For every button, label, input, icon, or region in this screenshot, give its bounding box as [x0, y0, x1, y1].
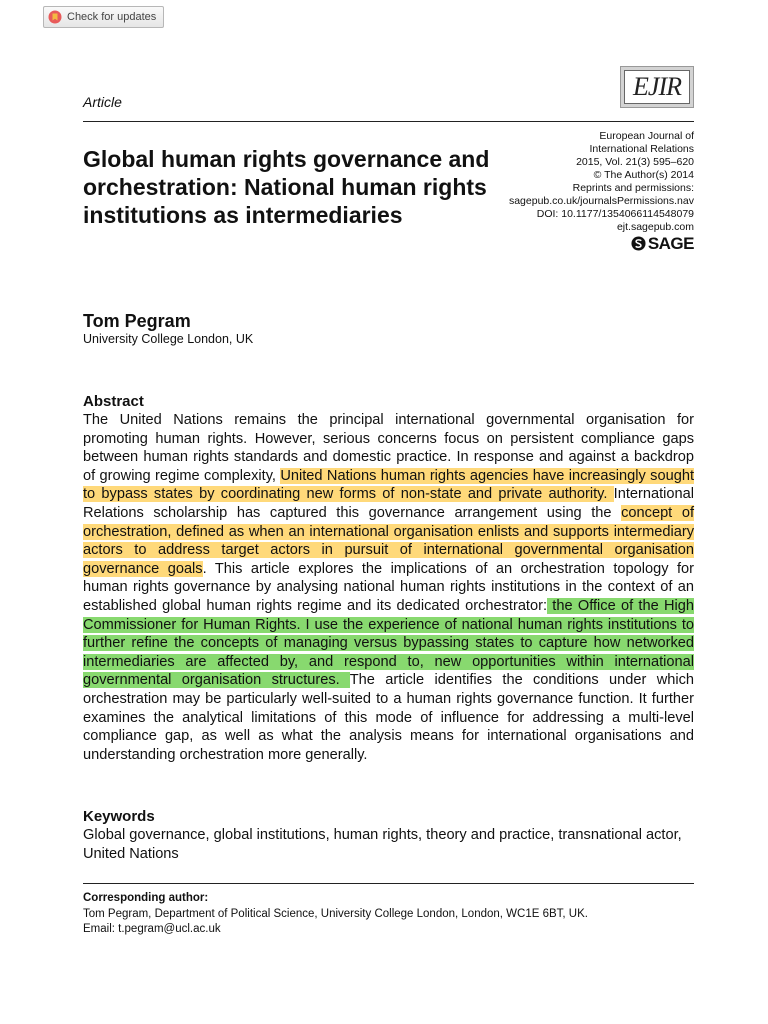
author-name: Tom Pegram — [83, 311, 191, 331]
sage-logo-icon — [631, 236, 646, 251]
journal-info-line: © The Author(s) 2014 — [593, 169, 694, 181]
journal-info-line: International Relations — [589, 143, 694, 155]
journal-info-line: European Journal of — [599, 130, 694, 142]
header-divider — [83, 121, 694, 122]
sage-logo — [464, 236, 694, 251]
journal-website-link[interactable]: ejt.sagepub.com — [616, 221, 694, 233]
article-title: Global human rights governance and orchestration: National human rights institutions as intermediaries — [83, 146, 490, 228]
abstract-heading: Abstract — [83, 393, 144, 410]
abstract-body — [83, 411, 694, 764]
journal-logo — [620, 66, 694, 108]
journal-info-line: Reprints and permissions: — [572, 182, 694, 194]
footer-divider — [83, 883, 694, 884]
journal-logo-text: EJIR — [624, 70, 690, 104]
highlight-yellow: United Nations human rights agencies have increasingly sought to bypass states by coordinating new forms of non-state and private authority. — [83, 467, 694, 503]
keywords-list: Global governance, global institutions, human rights, theory and practice, transnational actor, United Nations — [83, 827, 682, 862]
corresponding-author-address: Tom Pegram, Department of Political Science, University College London, London, WC1E 6BT, UK. — [83, 908, 588, 920]
highlight-green: the Office of the High Commissioner for Human Rights. I use the experience of national human rights institutions to further refine the concepts of managing versus bypassing states to capture how networked intermediaries are affected by, and respond to, new opportunities within international governmental organisation structures. — [83, 597, 694, 689]
abstract-text: The United Nations remains the principal international governmental organisation for promoting human rights. However, serious concerns focus on persistent compliance gaps between human rights standards and domestic practice. In response and against a backdrop of growing regime complexity, — [83, 412, 694, 484]
check-for-updates-label: Check for updates — [67, 11, 157, 23]
journal-info — [464, 130, 694, 251]
bookmark-icon — [48, 10, 62, 24]
author-affiliation: University College London, UK — [83, 332, 254, 346]
keywords-heading: Keywords — [83, 808, 155, 825]
corresponding-author-heading: Corresponding author: — [83, 892, 209, 904]
journal-info-line: 2015, Vol. 21(3) 595–620 — [576, 156, 694, 168]
doi-link[interactable]: DOI: 10.1177/1354066114548079 — [536, 208, 694, 220]
corresponding-author-email[interactable]: Email: t.pegram@ucl.ac.uk — [83, 923, 221, 935]
abstract-text: The article identifies the conditions under which orchestration may be particularly well-suited to a human rights governance function. It further examines the analytical limitations of this mode of influence for addressing a multi-level compliance gap, as well as what the analysis means for international organisations and understanding orchestration more generally. — [83, 672, 694, 763]
sage-logo-text: SAGE — [647, 234, 694, 253]
article-type-label: Article — [83, 94, 122, 110]
permissions-link[interactable]: sagepub.co.uk/journalsPermissions.nav — [508, 195, 694, 207]
highlight-yellow: concept of orchestration, defined as when an international organisation enlists and supports intermediary actors to address target actors in pursuit of international governmental organisation governance goals — [83, 504, 694, 577]
abstract-text: . This article explores the implications of an orchestration topology for human rights governance by analysing national human rights institutions in the context of an established global human rights regime and its dedicated orchestrator: — [83, 560, 694, 614]
check-for-updates-button[interactable] — [43, 6, 164, 28]
abstract-text: International Relations scholarship has captured this governance arrangement using the — [83, 486, 694, 521]
